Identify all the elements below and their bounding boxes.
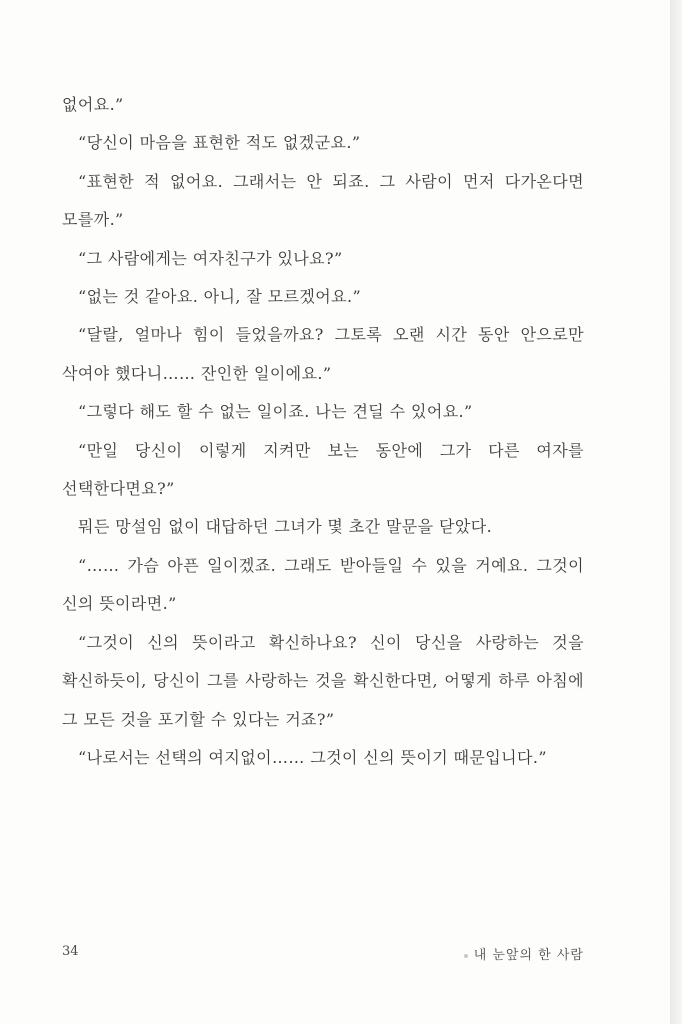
body-text	[62, 86, 584, 777]
paragraph: “나로서는 선택의 여지없이…… 그것이 신의 뜻이기 때문입니다.”	[78, 747, 547, 767]
paragraph: “…… 가슴 아픈 일이겠죠. 그래도 받아들일 수 있을 거예요. 그것이 신의 뜻이라면.”	[62, 555, 584, 614]
page-number: 34	[62, 944, 79, 959]
paragraph: 없어요.”	[62, 95, 124, 114]
paragraph: “만일 당신이 이렇게 지켜만 보는 동안에 그가 다른 여자를 선택한다면요?”	[62, 440, 584, 499]
running-head	[464, 944, 584, 963]
paragraph: “그것이 신의 뜻이라고 확신하나요? 신이 당신을 사랑하는 것을 확신하듯이, 당신이 그를 사랑하는 것을 확신한다면, 어떻게 하루 아침에 그 모든 것을 포기할 수 있다는 거죠?”	[62, 632, 584, 729]
paragraph: “표현한 적 없어요. 그래서는 안 되죠. 그 사람이 먼저 다가온다면 모를까.”	[62, 171, 584, 230]
paragraph: “당신이 마음을 표현한 적도 없겠군요.”	[78, 133, 361, 153]
page-edge	[670, 0, 682, 1024]
paragraph: “달랄, 얼마나 힘이 들었을까요? 그토록 오랜 시간 동안 안으로만 삭여야 했다니…… 잔인한 일이에요.”	[62, 325, 584, 383]
paragraph: “없는 것 같아요. 아니, 잘 모르겠어요.”	[78, 287, 362, 307]
paragraph: “그렇다 해도 할 수 없는 일이죠. 나는 견딜 수 있어요.”	[78, 402, 473, 422]
paragraph: “그 사람에게는 여자친구가 있나요?”	[78, 248, 343, 268]
bullet-icon	[464, 954, 468, 958]
page-footer	[62, 944, 584, 964]
running-head-title: 내 눈앞의 한 사람	[473, 948, 584, 963]
paragraph: 뭐든 망설임 없이 대답하던 그녀가 몇 초간 말문을 닫았다.	[78, 517, 493, 537]
